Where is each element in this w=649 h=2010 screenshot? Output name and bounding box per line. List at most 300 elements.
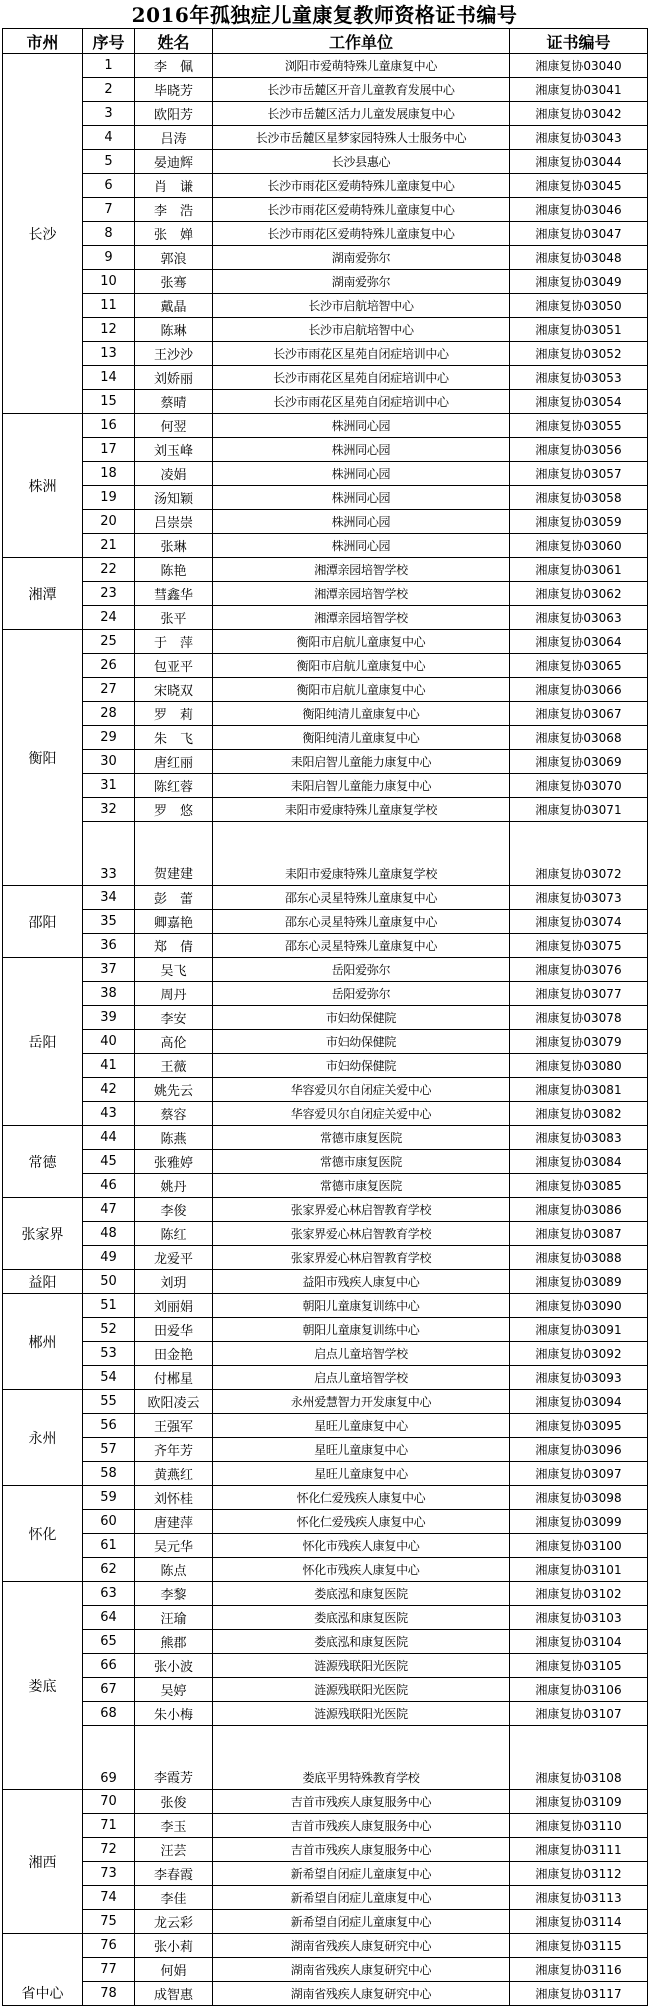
- seq-cell: 24: [83, 606, 135, 630]
- seq-cell: 13: [83, 342, 135, 366]
- unit-cell: 张家界爱心林启智教育学校: [213, 1246, 510, 1270]
- name-cell: 王强军: [135, 1414, 213, 1438]
- unit-cell: 娄底泓和康复医院: [213, 1582, 510, 1606]
- cert-cell: 湘康复协03104: [510, 1630, 648, 1654]
- unit-cell: 娄底泓和康复医院: [213, 1630, 510, 1654]
- table-row: [3, 1558, 648, 1582]
- cert-cell: 湘康复协03107: [510, 1702, 648, 1726]
- name-cell: 汪芸: [135, 1838, 213, 1862]
- table-row: [3, 1246, 648, 1270]
- name-cell: 齐年芳: [135, 1438, 213, 1462]
- unit-cell: 涟源残联阳光医院: [213, 1678, 510, 1702]
- name-cell: 刘玥: [135, 1270, 213, 1294]
- unit-cell: 长沙市雨花区爱萌特殊儿童康复中心: [213, 222, 510, 246]
- seq-cell: 69: [83, 1726, 135, 1790]
- table-row: [3, 774, 648, 798]
- seq-cell: 48: [83, 1222, 135, 1246]
- unit-cell: 娄底泓和康复医院: [213, 1606, 510, 1630]
- name-cell: 姚丹: [135, 1174, 213, 1198]
- cert-cell: 湘康复协03051: [510, 318, 648, 342]
- city-cell: 永州: [3, 1390, 83, 1486]
- unit-cell: 启点儿童培智学校: [213, 1342, 510, 1366]
- table-row: [3, 750, 648, 774]
- cert-cell: 湘康复协03111: [510, 1838, 648, 1862]
- seq-cell: 39: [83, 1006, 135, 1030]
- unit-cell: 常德市康复医院: [213, 1174, 510, 1198]
- table-row: [3, 1886, 648, 1910]
- unit-cell: 株洲同心园: [213, 438, 510, 462]
- unit-cell: 耒阳启智儿童能力康复中心: [213, 750, 510, 774]
- seq-cell: 68: [83, 1702, 135, 1726]
- cert-cell: 湘康复协03042: [510, 102, 648, 126]
- table-row: [3, 390, 648, 414]
- cert-cell: 湘康复协03043: [510, 126, 648, 150]
- table-row: [3, 1582, 648, 1606]
- seq-cell: 29: [83, 726, 135, 750]
- cert-cell: 湘康复协03072: [510, 822, 648, 886]
- seq-cell: 20: [83, 510, 135, 534]
- seq-cell: 74: [83, 1886, 135, 1910]
- cert-cell: 湘康复协03101: [510, 1558, 648, 1582]
- seq-cell: 59: [83, 1486, 135, 1510]
- city-cell: 湘西: [3, 1790, 83, 1934]
- unit-cell: 邵东心灵星特殊儿童康复中心: [213, 886, 510, 910]
- cert-cell: 湘康复协03053: [510, 366, 648, 390]
- unit-cell: 湘潭亲园培智学校: [213, 606, 510, 630]
- table-row: [3, 294, 648, 318]
- name-cell: 吴元华: [135, 1534, 213, 1558]
- seq-cell: 33: [83, 822, 135, 886]
- name-cell: 陈点: [135, 1558, 213, 1582]
- table-row: [3, 1678, 648, 1702]
- seq-cell: 57: [83, 1438, 135, 1462]
- city-cell: 常德: [3, 1126, 83, 1198]
- column-header-seq: 序号: [83, 29, 135, 54]
- table-row: [3, 246, 648, 270]
- cert-cell: 湘康复协03116: [510, 1958, 648, 1982]
- cert-cell: 湘康复协03056: [510, 438, 648, 462]
- table-row: [3, 198, 648, 222]
- name-cell: 戴晶: [135, 294, 213, 318]
- seq-cell: 77: [83, 1958, 135, 1982]
- name-cell: 刘怀桂: [135, 1486, 213, 1510]
- table-row: [3, 558, 648, 582]
- cert-cell: 湘康复协03062: [510, 582, 648, 606]
- seq-cell: 23: [83, 582, 135, 606]
- unit-cell: 新希望自闭症儿童康复中心: [213, 1886, 510, 1910]
- unit-cell: 华容爱贝尔自闭症关爱中心: [213, 1078, 510, 1102]
- table-row: [3, 1438, 648, 1462]
- table-row: [3, 1342, 648, 1366]
- unit-cell: 怀化市残疾人康复中心: [213, 1558, 510, 1582]
- table-row: [3, 222, 648, 246]
- name-cell: 彗鑫华: [135, 582, 213, 606]
- name-cell: 陈红: [135, 1222, 213, 1246]
- unit-cell: 长沙市岳麓区星梦家园特殊人士服务中心: [213, 126, 510, 150]
- name-cell: 王薇: [135, 1054, 213, 1078]
- seq-cell: 61: [83, 1534, 135, 1558]
- column-header-city: 市州: [3, 29, 83, 54]
- name-cell: 王沙沙: [135, 342, 213, 366]
- seq-cell: 73: [83, 1862, 135, 1886]
- seq-cell: 22: [83, 558, 135, 582]
- cert-cell: 湘康复协03110: [510, 1814, 648, 1838]
- cert-cell: 湘康复协03090: [510, 1294, 648, 1318]
- cert-cell: 湘康复协03054: [510, 390, 648, 414]
- cert-cell: 湘康复协03058: [510, 486, 648, 510]
- seq-cell: 65: [83, 1630, 135, 1654]
- cert-cell: 湘康复协03095: [510, 1414, 648, 1438]
- seq-cell: 31: [83, 774, 135, 798]
- column-header-name: 姓名: [135, 29, 213, 54]
- unit-cell: 朝阳儿童康复训练中心: [213, 1294, 510, 1318]
- unit-cell: 长沙市岳麓区活力儿童发展康复中心: [213, 102, 510, 126]
- name-cell: 朱 飞: [135, 726, 213, 750]
- name-cell: 陈燕: [135, 1126, 213, 1150]
- seq-cell: 43: [83, 1102, 135, 1126]
- table-row: [3, 1814, 648, 1838]
- seq-cell: 3: [83, 102, 135, 126]
- table-row: [3, 414, 648, 438]
- cert-cell: 湘康复协03075: [510, 934, 648, 958]
- name-cell: 蔡容: [135, 1102, 213, 1126]
- unit-cell: 衡阳市启航儿童康复中心: [213, 678, 510, 702]
- seq-cell: 54: [83, 1366, 135, 1390]
- seq-cell: 46: [83, 1174, 135, 1198]
- name-cell: 何翌: [135, 414, 213, 438]
- header-row: [3, 29, 648, 54]
- unit-cell: 湘潭亲园培智学校: [213, 558, 510, 582]
- name-cell: 陈艳: [135, 558, 213, 582]
- seq-cell: 28: [83, 702, 135, 726]
- cert-cell: 湘康复协03086: [510, 1198, 648, 1222]
- cert-cell: 湘康复协03112: [510, 1862, 648, 1886]
- unit-cell: 新希望自闭症儿童康复中心: [213, 1862, 510, 1886]
- unit-cell: 湖南省残疾人康复研究中心: [213, 1958, 510, 1982]
- seq-cell: 30: [83, 750, 135, 774]
- name-cell: 唐红丽: [135, 750, 213, 774]
- table-row: [3, 150, 648, 174]
- unit-cell: 衡阳纯清儿童康复中心: [213, 702, 510, 726]
- unit-cell: 怀化仁爱残疾人康复中心: [213, 1486, 510, 1510]
- name-cell: 黄燕红: [135, 1462, 213, 1486]
- table-row: [3, 1534, 648, 1558]
- unit-cell: 长沙市启航培智中心: [213, 294, 510, 318]
- table-row: [3, 1030, 648, 1054]
- name-cell: 熊郡: [135, 1630, 213, 1654]
- cert-cell: 湘康复协03099: [510, 1510, 648, 1534]
- unit-cell: 吉首市残疾人康复服务中心: [213, 1838, 510, 1862]
- name-cell: 汪瑜: [135, 1606, 213, 1630]
- table-row: [3, 366, 648, 390]
- seq-cell: 41: [83, 1054, 135, 1078]
- name-cell: 张俊: [135, 1790, 213, 1814]
- city-cell: 怀化: [3, 1486, 83, 1582]
- table-row: [3, 582, 648, 606]
- unit-cell: 株洲同心园: [213, 534, 510, 558]
- table-row: [3, 982, 648, 1006]
- unit-cell: 邵东心灵星特殊儿童康复中心: [213, 910, 510, 934]
- table-body: [3, 54, 648, 2006]
- unit-cell: 永州爱慧智力开发康复中心: [213, 1390, 510, 1414]
- cert-cell: 湘康复协03060: [510, 534, 648, 558]
- unit-cell: 株洲同心园: [213, 462, 510, 486]
- cert-cell: 湘康复协03094: [510, 1390, 648, 1414]
- cert-cell: 湘康复协03109: [510, 1790, 648, 1814]
- unit-cell: 邵东心灵星特殊儿童康复中心: [213, 934, 510, 958]
- unit-cell: 耒阳启智儿童能力康复中心: [213, 774, 510, 798]
- table-row: [3, 1462, 648, 1486]
- name-cell: 陈琳: [135, 318, 213, 342]
- unit-cell: 株洲同心园: [213, 414, 510, 438]
- cert-cell: 湘康复协03066: [510, 678, 648, 702]
- table-row: [3, 910, 648, 934]
- name-cell: 包亚平: [135, 654, 213, 678]
- name-cell: 郭浪: [135, 246, 213, 270]
- seq-cell: 49: [83, 1246, 135, 1270]
- page-title: 2016年孤独症儿童康复教师资格证书编号: [131, 3, 518, 27]
- unit-cell: 张家界爱心林启智教育学校: [213, 1198, 510, 1222]
- cert-cell: 湘康复协03077: [510, 982, 648, 1006]
- table-row: [3, 1270, 648, 1294]
- table-row: [3, 1102, 648, 1126]
- cert-cell: 湘康复协03078: [510, 1006, 648, 1030]
- unit-cell: 市妇幼保健院: [213, 1006, 510, 1030]
- name-cell: 姚先云: [135, 1078, 213, 1102]
- table-row: [3, 1702, 648, 1726]
- seq-cell: 70: [83, 1790, 135, 1814]
- table-row: [3, 1126, 648, 1150]
- table-row: [3, 1294, 648, 1318]
- unit-cell: 娄底平男特殊教育学校: [213, 1726, 510, 1790]
- table-row: [3, 1726, 648, 1790]
- seq-cell: 34: [83, 886, 135, 910]
- seq-cell: 55: [83, 1390, 135, 1414]
- name-cell: 成智惠: [135, 1982, 213, 2006]
- table-row: [3, 510, 648, 534]
- name-cell: 凌娟: [135, 462, 213, 486]
- table-row: [3, 1366, 648, 1390]
- seq-cell: 32: [83, 798, 135, 822]
- unit-cell: 常德市康复医院: [213, 1126, 510, 1150]
- name-cell: 吕涛: [135, 126, 213, 150]
- seq-cell: 47: [83, 1198, 135, 1222]
- seq-cell: 38: [83, 982, 135, 1006]
- name-cell: 欧阳凌云: [135, 1390, 213, 1414]
- seq-cell: 63: [83, 1582, 135, 1606]
- table-row: [3, 630, 648, 654]
- cert-cell: 湘康复协03087: [510, 1222, 648, 1246]
- table-row: [3, 958, 648, 982]
- unit-cell: 吉首市残疾人康复服务中心: [213, 1790, 510, 1814]
- cert-cell: 湘康复协03041: [510, 78, 648, 102]
- seq-cell: 10: [83, 270, 135, 294]
- cert-cell: 湘康复协03106: [510, 1678, 648, 1702]
- unit-cell: 株洲同心园: [213, 510, 510, 534]
- name-cell: 张琳: [135, 534, 213, 558]
- unit-cell: 涟源残联阳光医院: [213, 1702, 510, 1726]
- cert-cell: 湘康复协03114: [510, 1910, 648, 1934]
- cert-cell: 湘康复协03091: [510, 1318, 648, 1342]
- unit-cell: 长沙县惠心: [213, 150, 510, 174]
- table-row: [3, 1838, 648, 1862]
- unit-cell: 衡阳市启航儿童康复中心: [213, 654, 510, 678]
- unit-cell: 岳阳爱弥尔: [213, 982, 510, 1006]
- seq-cell: 25: [83, 630, 135, 654]
- name-cell: 毕晓芳: [135, 78, 213, 102]
- name-cell: 李佳: [135, 1886, 213, 1910]
- certificate-table: [2, 28, 648, 2006]
- name-cell: 李 佩: [135, 54, 213, 78]
- city-cell: 省中心: [3, 1934, 83, 2006]
- table-row: [3, 1198, 648, 1222]
- cert-cell: 湘康复协03080: [510, 1054, 648, 1078]
- table-row: [3, 174, 648, 198]
- unit-cell: 衡阳纯清儿童康复中心: [213, 726, 510, 750]
- unit-cell: 吉首市残疾人康复服务中心: [213, 1814, 510, 1838]
- name-cell: 朱小梅: [135, 1702, 213, 1726]
- unit-cell: 新希望自闭症儿童康复中心: [213, 1910, 510, 1934]
- unit-cell: 常德市康复医院: [213, 1150, 510, 1174]
- city-cell: 郴州: [3, 1294, 83, 1390]
- table-row: [3, 1862, 648, 1886]
- seq-cell: 27: [83, 678, 135, 702]
- name-cell: 张平: [135, 606, 213, 630]
- cert-cell: 湘康复协03096: [510, 1438, 648, 1462]
- name-cell: 郑 倩: [135, 934, 213, 958]
- name-cell: 刘丽娟: [135, 1294, 213, 1318]
- cert-cell: 湘康复协03093: [510, 1366, 648, 1390]
- name-cell: 汤知颖: [135, 486, 213, 510]
- city-cell: 长沙: [3, 54, 83, 414]
- table-row: [3, 126, 648, 150]
- unit-cell: 星旺儿童康复中心: [213, 1414, 510, 1438]
- seq-cell: 50: [83, 1270, 135, 1294]
- name-cell: 李俊: [135, 1198, 213, 1222]
- name-cell: 李春霞: [135, 1862, 213, 1886]
- table-row: [3, 606, 648, 630]
- name-cell: 张骞: [135, 270, 213, 294]
- cert-cell: 湘康复协03052: [510, 342, 648, 366]
- name-cell: 田金艳: [135, 1342, 213, 1366]
- city-cell: 衡阳: [3, 630, 83, 886]
- name-cell: 龙云彩: [135, 1910, 213, 1934]
- name-cell: 张小莉: [135, 1934, 213, 1958]
- table-row: [3, 1958, 648, 1982]
- name-cell: 李 浩: [135, 198, 213, 222]
- name-cell: 吴飞: [135, 958, 213, 982]
- cert-cell: 湘康复协03108: [510, 1726, 648, 1790]
- seq-cell: 7: [83, 198, 135, 222]
- unit-cell: 市妇幼保健院: [213, 1030, 510, 1054]
- table-row: [3, 54, 648, 78]
- table-row: [3, 270, 648, 294]
- cert-cell: 湘康复协03105: [510, 1654, 648, 1678]
- name-cell: 付郴星: [135, 1366, 213, 1390]
- seq-cell: 12: [83, 318, 135, 342]
- table-row: [3, 486, 648, 510]
- cert-cell: 湘康复协03069: [510, 750, 648, 774]
- name-cell: 李黎: [135, 1582, 213, 1606]
- cert-cell: 湘康复协03083: [510, 1126, 648, 1150]
- name-cell: 彭 蕾: [135, 886, 213, 910]
- table-row: [3, 318, 648, 342]
- unit-cell: 耒阳市爱康特殊儿童康复学校: [213, 822, 510, 886]
- cert-cell: 湘康复协03055: [510, 414, 648, 438]
- table-row: [3, 1390, 648, 1414]
- city-cell: 益阳: [3, 1270, 83, 1294]
- name-cell: 卿嘉艳: [135, 910, 213, 934]
- seq-cell: 17: [83, 438, 135, 462]
- cert-cell: 湘康复协03050: [510, 294, 648, 318]
- unit-cell: 浏阳市爱萌特殊儿童康复中心: [213, 54, 510, 78]
- cert-cell: 湘康复协03097: [510, 1462, 648, 1486]
- unit-cell: 涟源残联阳光医院: [213, 1654, 510, 1678]
- unit-cell: 长沙市雨花区爱萌特殊儿童康复中心: [213, 174, 510, 198]
- cert-cell: 湘康复协03115: [510, 1934, 648, 1958]
- seq-cell: 56: [83, 1414, 135, 1438]
- table-row: [3, 1910, 648, 1934]
- cert-cell: 湘康复协03070: [510, 774, 648, 798]
- cert-cell: 湘康复协03059: [510, 510, 648, 534]
- name-cell: 吴婷: [135, 1678, 213, 1702]
- seq-cell: 26: [83, 654, 135, 678]
- table-row: [3, 1318, 648, 1342]
- seq-cell: 45: [83, 1150, 135, 1174]
- unit-cell: 湘潭亲园培智学校: [213, 582, 510, 606]
- table-row: [3, 678, 648, 702]
- cert-cell: 湘康复协03048: [510, 246, 648, 270]
- cert-cell: 湘康复协03040: [510, 54, 648, 78]
- unit-cell: 长沙市雨花区爱萌特殊儿童康复中心: [213, 198, 510, 222]
- seq-cell: 58: [83, 1462, 135, 1486]
- seq-cell: 40: [83, 1030, 135, 1054]
- table-row: [3, 1414, 648, 1438]
- name-cell: 唐建萍: [135, 1510, 213, 1534]
- name-cell: 蔡晴: [135, 390, 213, 414]
- table-row: [3, 726, 648, 750]
- seq-cell: 42: [83, 1078, 135, 1102]
- table-row: [3, 1222, 648, 1246]
- unit-cell: 湖南爱弥尔: [213, 270, 510, 294]
- name-cell: 肖 谦: [135, 174, 213, 198]
- unit-cell: 株洲同心园: [213, 486, 510, 510]
- name-cell: 罗 莉: [135, 702, 213, 726]
- seq-cell: 60: [83, 1510, 135, 1534]
- unit-cell: 湖南省残疾人康复研究中心: [213, 1982, 510, 2006]
- table-row: [3, 1486, 648, 1510]
- seq-cell: 5: [83, 150, 135, 174]
- unit-cell: 长沙市启航培智中心: [213, 318, 510, 342]
- name-cell: 晏迪辉: [135, 150, 213, 174]
- cert-cell: 湘康复协03092: [510, 1342, 648, 1366]
- unit-cell: 星旺儿童康复中心: [213, 1462, 510, 1486]
- column-header-unit: 工作单位: [213, 29, 510, 54]
- cert-cell: 湘康复协03103: [510, 1606, 648, 1630]
- cert-cell: 湘康复协03045: [510, 174, 648, 198]
- table-row: [3, 886, 648, 910]
- cert-cell: 湘康复协03067: [510, 702, 648, 726]
- cert-cell: 湘康复协03046: [510, 198, 648, 222]
- table-row: [3, 438, 648, 462]
- seq-cell: 2: [83, 78, 135, 102]
- cert-cell: 湘康复协03065: [510, 654, 648, 678]
- table-row: [3, 102, 648, 126]
- table-row: [3, 78, 648, 102]
- cert-cell: 湘康复协03098: [510, 1486, 648, 1510]
- name-cell: 龙爱平: [135, 1246, 213, 1270]
- unit-cell: 长沙市岳麓区开音儿童教育发展中心: [213, 78, 510, 102]
